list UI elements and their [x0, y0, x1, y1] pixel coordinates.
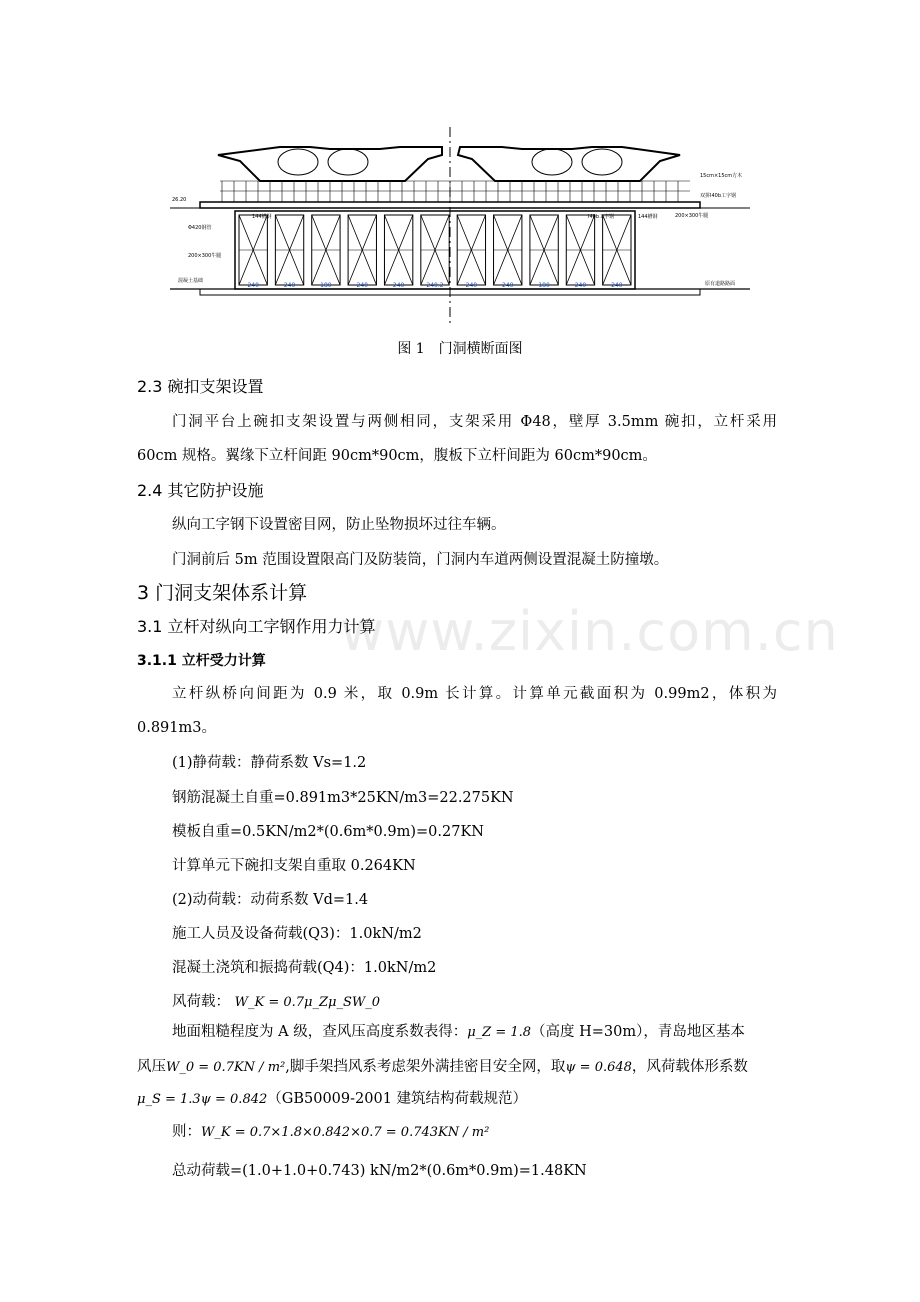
mu-z-formula: μ_Z = 1.8 — [467, 1025, 532, 1040]
then-text: 则： — [172, 1124, 201, 1140]
left-label-1: Φ420钢管 — [188, 225, 212, 231]
height-text: （高度 H=30m），青岛地区基本 — [531, 1024, 745, 1040]
cross-section-drawing — [160, 125, 760, 325]
section-3-1-title: 3.1 立杆对纵向工字钢作用力计算 — [137, 617, 376, 636]
span-label: 180 — [320, 282, 332, 289]
span-label: 240.2 — [426, 282, 444, 289]
span-label: 240 — [611, 282, 623, 289]
span-label: 240 — [356, 282, 368, 289]
right-label-2: 双拼I40b工字钢 — [700, 193, 737, 199]
code-ref-text: （GB50009-2001 建筑结构荷载规范） — [267, 1091, 528, 1107]
left-label-2: 200×300牛腿 — [188, 253, 222, 259]
worker-load-line: 施工人员及设备荷载(Q3)：1.0kN/m2 — [172, 926, 422, 942]
section-3-title: 3 门洞支架体系计算 — [137, 582, 308, 604]
s23-para-line2: 60cm 规格。翼缘下立杆间距 90cm*90cm，腹板下立杆间距为 60cm*90cm。 — [137, 448, 657, 464]
wind-load-line — [172, 990, 380, 1011]
right-label-3: 200×300牛腿 — [675, 213, 709, 219]
span-label: 180 — [538, 282, 550, 289]
span-label: 240 — [502, 282, 514, 289]
left-label-3: 混凝土基础 — [178, 278, 204, 284]
section-2-3-title: 2.3 碗扣支架设置 — [137, 377, 264, 396]
figure-caption: 图 1 门洞横断面图 — [397, 341, 523, 357]
elev-label: 26.20 — [172, 197, 187, 203]
watermark: www.zixin.com.cn — [340, 600, 839, 663]
wind-formula: W_K = 0.7μ_Zμ_SW_0 — [234, 995, 380, 1010]
s23-para-line1: 门洞平台上碗扣支架设置与两侧相同，支架采用 Φ48，壁厚 3.5mm 碗扣，立杆采用 — [172, 414, 777, 430]
s311-para-line2: 0.891m3。 — [137, 720, 216, 736]
section-2-4-title: 2.4 其它防护设施 — [137, 481, 264, 500]
roughness-line — [172, 1020, 745, 1041]
span-label: 240 — [574, 282, 587, 289]
shape-coef-text: ，风荷载体形系数 — [631, 1059, 748, 1075]
roughness-text: 地面粗糙程度为 A 级，查风压高度系数表得： — [172, 1024, 468, 1040]
mu-s-formula: μ_S = 1.3ψ = 0.842 — [137, 1092, 268, 1107]
right-label-6: 原有道路路面 — [705, 281, 736, 287]
s24-para-1: 纵向工字钢下设置密目网，防止坠物损坏过往车辆。 — [172, 517, 506, 533]
right-label-5: 144槽钢 — [638, 214, 658, 220]
wk-result-formula: W_K = 0.7×1.8×0.842×0.7 = 0.743KN / m² — [201, 1125, 490, 1140]
formwork-weight-line: 模板自重=0.5KN/m2*(0.6m*0.9m)=0.27KN — [172, 824, 484, 840]
left-label-4: 144槽钢 — [252, 214, 272, 220]
section-3-1-1-title: 3.1.1 立杆受力计算 — [137, 653, 266, 669]
wind-label: 风荷载： — [172, 994, 230, 1010]
net-text: ,脚手架挡风系考虑架外满挂密目安全网，取 — [285, 1059, 566, 1075]
dynamic-load-line: (2)动荷载：动荷系数 Vd=1.4 — [172, 892, 369, 908]
span-label: 240 — [392, 282, 405, 289]
span-label: 240 — [283, 282, 296, 289]
right-label-4: I40b工字钢 — [588, 214, 615, 220]
span-label: 240 — [247, 282, 259, 289]
wind-pressure-text: 风压 — [137, 1059, 166, 1075]
s311-para-line1: 立杆纵桥向间距为 0.9 米，取 0.9m 长计算。计算单元截面积为 0.99m2，体积为 — [172, 686, 777, 702]
static-load-line: (1)静荷载：静荷系数 Vs=1.2 — [172, 755, 367, 771]
total-dynamic-load-line: 总动荷载=(1.0+1.0+0.743) kN/m2*(0.6m*0.9m)=1.48KN — [172, 1163, 587, 1179]
w0-formula: W_0 = 0.7KN / m² — [166, 1060, 286, 1075]
wk-result-line — [172, 1120, 489, 1141]
pouring-load-line: 混凝土浇筑和振捣荷载(Q4)：1.0kN/m2 — [172, 960, 437, 976]
span-label: 240 — [465, 282, 478, 289]
s24-para-2: 门洞前后 5m 范围设置限高门及防装筒，门洞内车道两侧设置混凝土防撞墩。 — [172, 552, 669, 568]
concrete-weight-line: 钢筋混凝土自重=0.891m3*25KN/m3=22.275KN — [172, 790, 514, 806]
mu-s-line — [137, 1087, 527, 1108]
scaffold-weight-line: 计算单元下碗扣支架自重取 0.264KN — [172, 858, 416, 874]
wind-pressure-line — [137, 1055, 748, 1076]
right-label-1: 15cm×15cm方木 — [700, 173, 743, 179]
psi-formula: ψ = 0.648 — [565, 1060, 632, 1075]
